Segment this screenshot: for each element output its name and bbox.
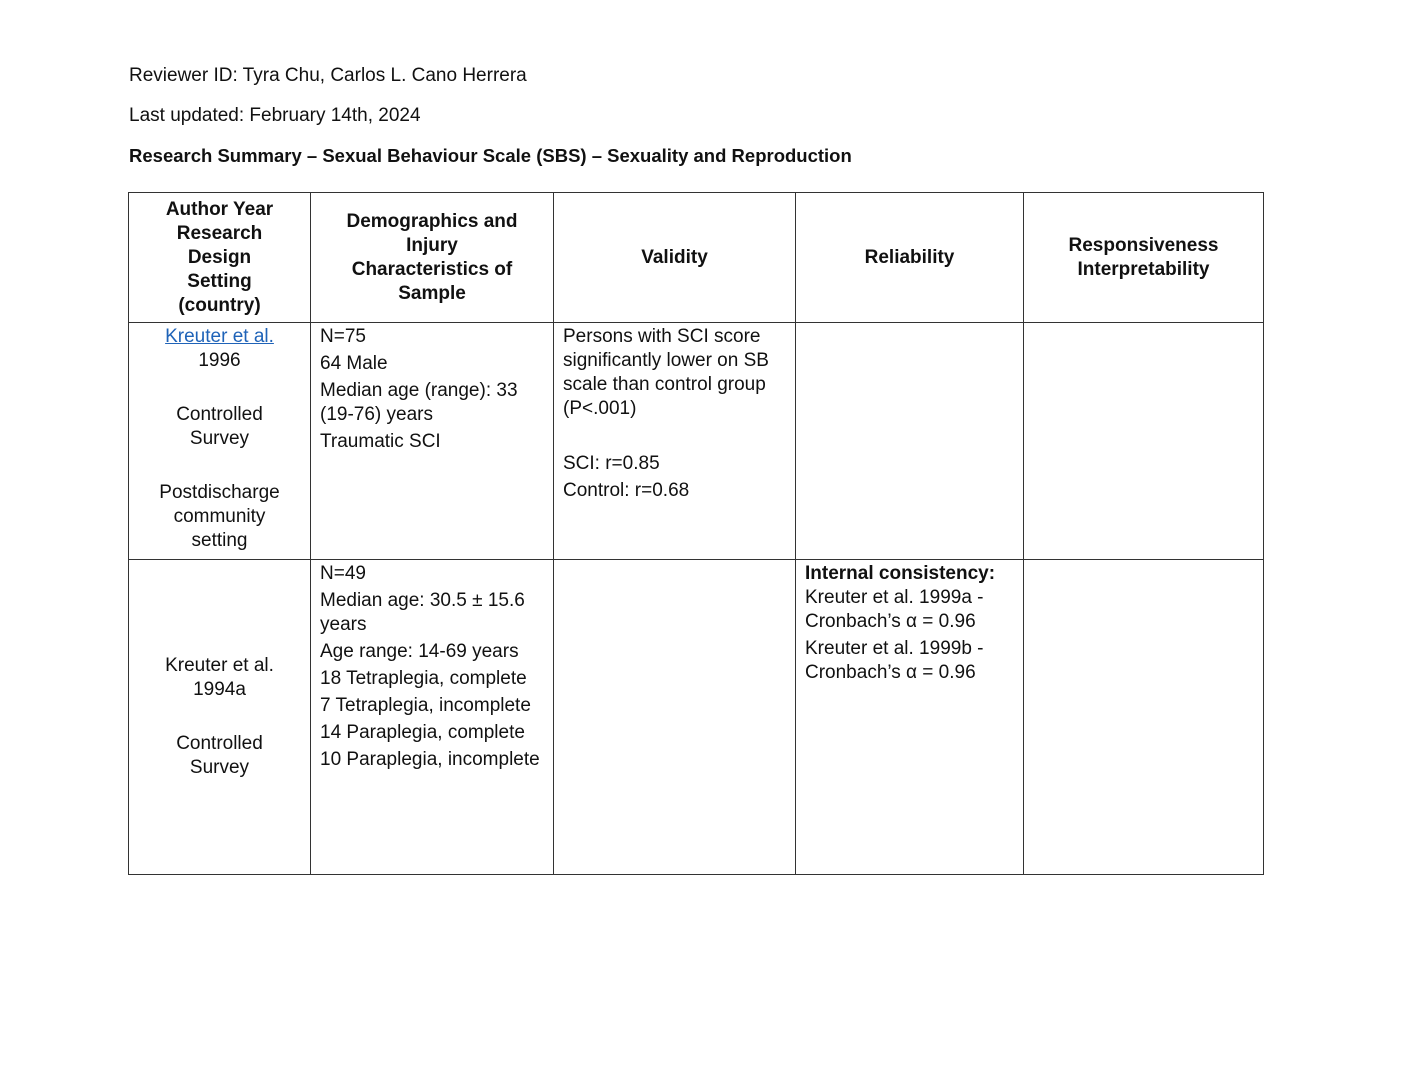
column-header-validity [554,193,796,323]
page-title: Research Summary – Sexual Behaviour Scale (SBS) – Sexuality and Reproduction [129,145,852,166]
design-line: Controlled [176,733,263,754]
column-header-line: Sample [398,282,466,304]
column-header-line: Reliability [864,246,955,268]
research-summary-table [128,192,1264,875]
validity-item: SCI: r=0.85 [563,453,660,474]
last-updated: Last updated: February 14th, 2024 [129,105,421,126]
column-header-demographics [311,193,554,323]
column-header-author [129,193,311,323]
reliability-item: Kreuter et al. 1999b - Cronbach’s α = 0.96 [805,638,984,683]
validity-cell [554,323,796,560]
setting-line: Postdischarge [159,482,280,503]
author-cell [129,560,311,875]
table-header-row [129,193,1264,323]
column-header-line: Research [176,222,263,244]
design-line: Survey [189,428,250,449]
column-header-line: Injury [406,234,458,256]
validity-cell [554,560,796,875]
demographic-item: Median age (range): 33 (19-76) years [320,380,518,425]
column-header-line: Interpretability [1077,258,1210,280]
demographic-item: 7 Tetraplegia, incomplete [320,695,531,716]
column-header-responsiveness [1024,193,1264,323]
validity-item: Control: r=0.68 [563,480,690,501]
author-cell [129,323,311,560]
demographic-item: Median age: 30.5 ± 15.6 years [320,590,525,635]
column-header-line: Characteristics of [351,258,513,280]
design-line: Controlled [176,404,263,425]
reviewer-id: Reviewer ID: Tyra Chu, Carlos L. Cano Herrera [129,65,527,86]
study-year: 1994a [193,679,246,700]
demographic-item: 64 Male [320,353,388,374]
author-reference-link[interactable]: Kreuter et al. [165,326,274,347]
reliability-item: Kreuter et al. 1999a - Cronbach’s α = 0.96 [805,587,984,632]
column-header-line: Author Year [165,198,274,220]
demographic-item: N=75 [320,326,366,347]
column-header-reliability [796,193,1024,323]
column-header-line: Responsiveness [1068,234,1219,256]
demographic-item: 10 Paraplegia, incomplete [320,749,540,770]
reliability-cell [796,323,1024,560]
column-header-line: Validity [641,246,708,268]
design-line: Survey [189,757,250,778]
validity-item: Persons with SCI score significantly lower on SB scale than control group (P<.001) [563,326,769,419]
column-header-line: Design [187,246,252,268]
column-header-line: Demographics and [346,210,518,232]
demographic-item: 14 Paraplegia, complete [320,722,525,743]
demographic-item: 18 Tetraplegia, complete [320,668,527,689]
table-row [129,323,1264,560]
demographic-item: Traumatic SCI [320,431,441,452]
column-header-line: (country) [178,294,261,316]
demographics-cell [311,323,554,560]
responsiveness-cell [1024,560,1264,875]
column-header-line: Setting [187,270,252,292]
demographic-item: N=49 [320,563,366,584]
author-name: Kreuter et al. [165,655,274,676]
setting-line: community [173,506,266,527]
study-year: 1996 [198,350,241,371]
table-row [129,560,1264,875]
demographic-item: Age range: 14-69 years [320,641,519,662]
setting-line: setting [191,530,248,551]
responsiveness-cell [1024,323,1264,560]
demographics-cell [311,560,554,875]
reliability-cell [796,560,1024,875]
reliability-heading: Internal consistency: [805,563,996,584]
